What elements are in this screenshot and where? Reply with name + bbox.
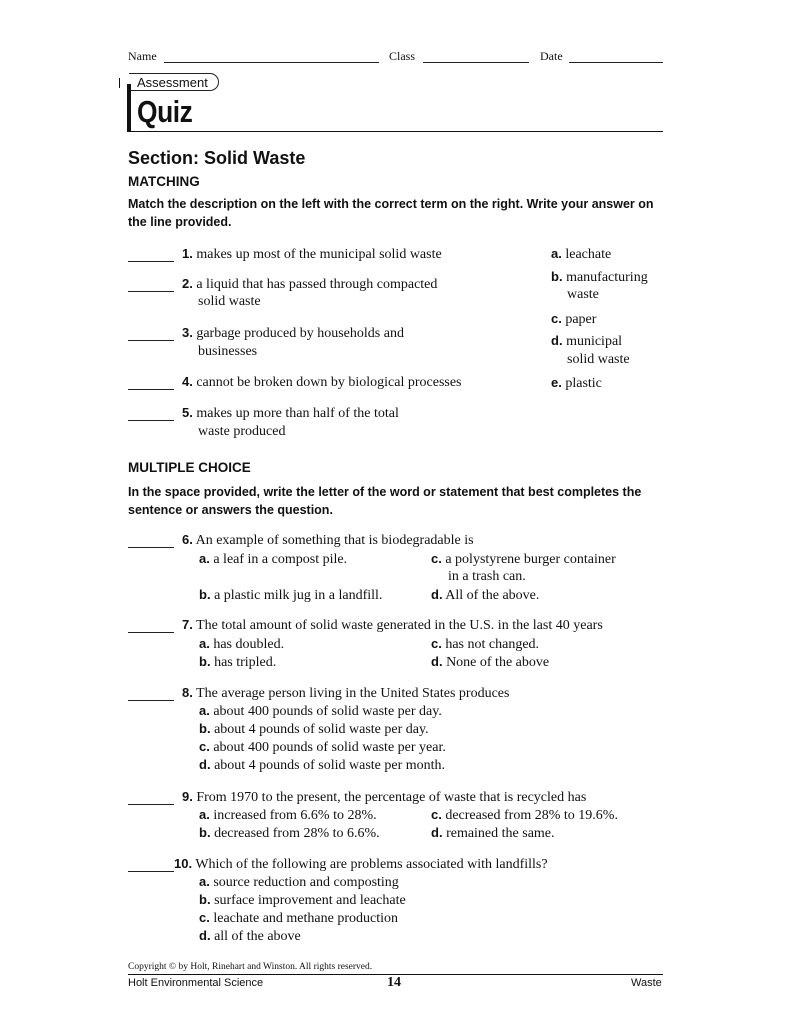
option-b: b. has tripled. [199, 654, 277, 670]
date-field[interactable] [569, 50, 663, 63]
page-title: Quiz [137, 94, 193, 129]
option-c: c. a polystyrene burger container [431, 551, 616, 567]
item-number: 5. [182, 405, 193, 420]
item-text: makes up most of the municipal solid waste [196, 247, 442, 262]
item-text: a liquid that has passed through compacted [196, 277, 438, 292]
matching-instructions: Match the description on the left with the correct term on the right. Write your answer on the line provided. [128, 197, 654, 229]
item-text-cont: waste produced [198, 424, 286, 439]
option-a: a. about 400 pounds of solid waste per day. [199, 703, 442, 719]
item-text-cont: solid waste [198, 294, 261, 309]
option-d: d. remained the same. [431, 825, 555, 841]
title-rule [131, 131, 663, 132]
option-a: a. a leaf in a compost pile. [199, 551, 348, 567]
answer-line-3[interactable] [128, 340, 174, 341]
term-d-cont: solid waste [567, 352, 630, 367]
item-number: 4. [182, 374, 193, 389]
option-d: d. All of the above. [431, 587, 540, 603]
item-text: garbage produced by households and [196, 326, 404, 341]
question-stem: An example of something that is biodegradable is [195, 533, 474, 548]
class-field[interactable] [423, 50, 529, 63]
option-a: a. source reduction and composting [199, 874, 399, 890]
matching-heading: MATCHING [128, 174, 200, 189]
name-label: Name [128, 49, 157, 63]
term-a: a. leachate [551, 246, 612, 262]
option-b: b. a plastic milk jug in a landfill. [199, 587, 383, 603]
answer-line-7[interactable] [128, 632, 174, 633]
answer-line-4[interactable] [128, 389, 174, 390]
assessment-badge: Assessment [129, 73, 219, 91]
option-d: d. about 4 pounds of solid waste per month. [199, 757, 446, 773]
option-d: d. all of the above [199, 928, 301, 944]
answer-line-2[interactable] [128, 291, 174, 292]
term-c: c. paper [551, 311, 597, 327]
class-label: Class [389, 49, 416, 63]
answer-line-1[interactable] [128, 261, 174, 262]
section-title: Section: Solid Waste [128, 148, 306, 168]
page-number: 14 [387, 975, 401, 990]
item-number: 2. [182, 276, 193, 291]
title-tick-mark [119, 78, 120, 88]
name-field[interactable] [164, 50, 379, 63]
option-d: d. None of the above [431, 654, 550, 670]
mc-instructions: In the space provided, write the letter of the word or statement that best completes the sentence or answers the question. [128, 485, 642, 517]
item-number: 1. [182, 246, 193, 261]
question-stem: Which of the following are problems associated with landfills? [195, 857, 548, 872]
option-c: c. about 400 pounds of solid waste per year. [199, 739, 446, 755]
option-c: c. leachate and methane production [199, 910, 398, 926]
answer-line-5[interactable] [128, 420, 174, 421]
term-b: b. manufacturing [551, 269, 648, 285]
answer-line-10[interactable] [128, 871, 174, 872]
term-b-cont: waste [567, 287, 599, 302]
date-label: Date [540, 49, 563, 63]
title-bar [127, 84, 131, 132]
answer-line-9[interactable] [128, 804, 174, 805]
term-d: d. municipal [551, 333, 623, 349]
copyright: Copyright © by Holt, Rinehart and Winston. All rights reserved. [128, 962, 373, 972]
option-c: c. decreased from 28% to 19.6%. [431, 807, 618, 823]
answer-line-6[interactable] [128, 547, 174, 548]
option-a: a. has doubled. [199, 636, 285, 652]
mc-heading: MULTIPLE CHOICE [128, 460, 251, 475]
option-b: b. about 4 pounds of solid waste per day. [199, 721, 429, 737]
chapter-name: Waste [631, 977, 662, 989]
book-title: Holt Environmental Science [128, 977, 264, 989]
item-text: cannot be broken down by biological processes [196, 375, 462, 390]
question-stem: The average person living in the United States produces [196, 686, 510, 701]
item-text-cont: businesses [198, 344, 258, 359]
option-b: b. surface improvement and leachate [199, 892, 406, 908]
term-e: e. plastic [551, 375, 602, 391]
option-c-cont: in a trash can. [448, 569, 526, 584]
item-text: makes up more than half of the total [196, 406, 399, 421]
option-b: b. decreased from 28% to 6.6%. [199, 825, 380, 841]
option-c: c. has not changed. [431, 636, 540, 652]
option-a: a. increased from 6.6% to 28%. [199, 807, 377, 823]
answer-line-8[interactable] [128, 700, 174, 701]
question-stem: The total amount of solid waste generated in the U.S. in the last 40 years [196, 618, 603, 633]
question-stem: From 1970 to the present, the percentage of waste that is recycled has [196, 790, 587, 805]
item-number: 3. [182, 325, 193, 340]
